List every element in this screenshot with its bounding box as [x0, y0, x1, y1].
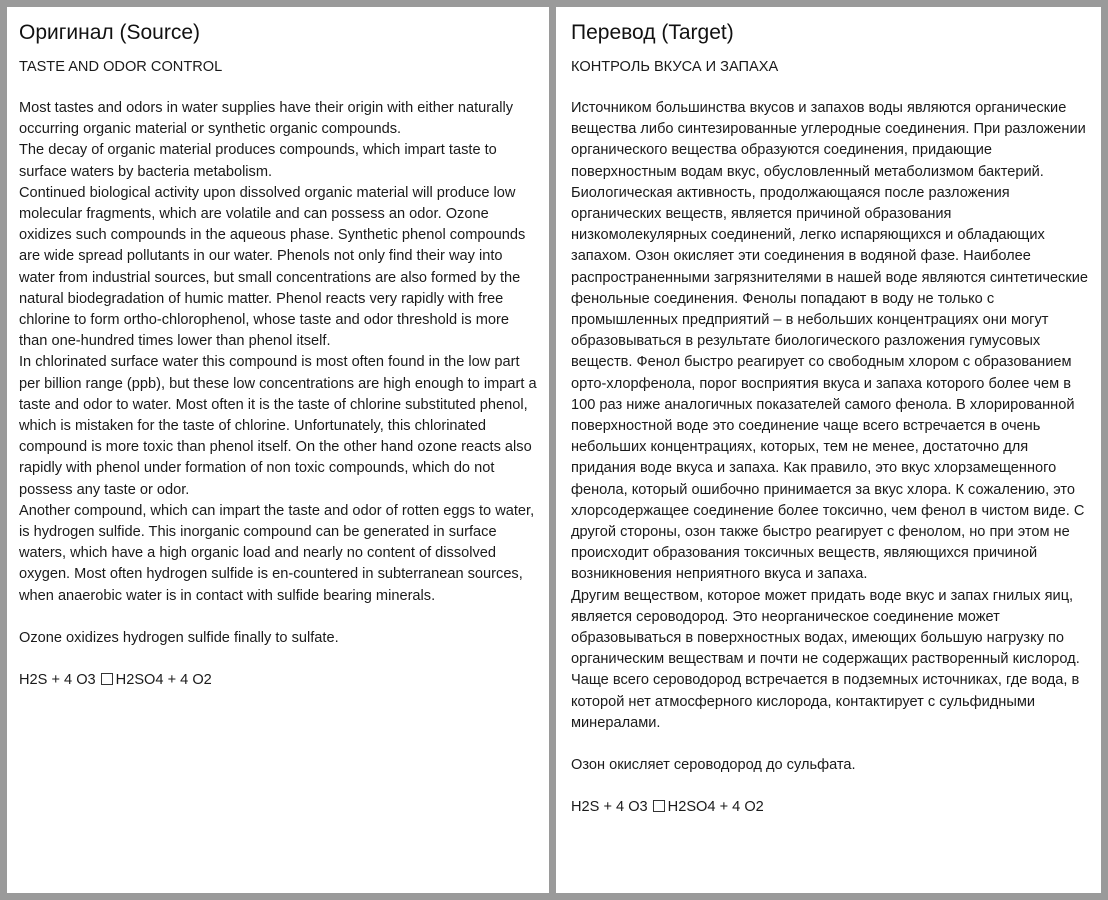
spacer — [571, 734, 1091, 755]
source-paragraph: Most tastes and odors in water supplies have their origin with either naturally occurring organic material or synthetic organic compounds. — [19, 100, 514, 138]
source-heading: TASTE AND ODOR CONTROL — [19, 59, 223, 75]
source-paragraph: Another compound, which can impart the taste and odor of rotten eggs to water, is hydrogen sulfide. This inorganic compound can be generated in surface waters, which have a high organic load and nearly no content of dissolved oxygen. Most often hydrogen sulfide is en-countered in subterranean sources, when anaerobic water is in contact with sulfide bearing minerals. — [19, 502, 535, 604]
source-paragraph: In chlorinated surface water this compound is most often found in the low part per billion range (ppb), but these low concentrations are high enough to impart a taste and odor to water. Most often it is the taste of chlorine substituted phenol, which is mistaken for the taste of chlorine. Unfortunately, this chlorinated compound is more toxic than phenol itself. On the other hand ozone reacts also rapidly with phenol under formation of non toxic compounds, which do not possess any taste or odor. — [19, 354, 537, 498]
missing-glyph-icon — [101, 673, 113, 685]
target-panel-title: Перевод (Target) — [571, 21, 734, 44]
source-equation — [19, 670, 539, 691]
equation-products: H2SO4 + 4 O2 — [115, 672, 212, 689]
missing-glyph-icon — [653, 800, 665, 812]
source-paragraph: Continued biological activity upon dissolved organic material will produce low molecular fragments, which are volatile and can possess an odor. Ozone oxidizes such compounds in the aqueous phase. Synthetic phenol compounds are wide spread pollutants in our water. Phenols not only find their way into water from industrial sources, but small concentrations are also formed by the natural biodegradation of humic matter. Phenol reacts very rapidly with free chlorine to form ortho-chlorophenol, whose taste and odor threshold is more than one-hundred times lower than phenol itself. — [19, 184, 526, 350]
spacer — [571, 776, 1091, 797]
source-panel — [7, 7, 549, 893]
spacer — [19, 607, 539, 628]
source-closing: Ozone oxidizes hydrogen sulfide finally to sulfate. — [19, 629, 339, 646]
target-equation — [571, 797, 1091, 818]
target-paragraph: Биологическая активность, продолжающаяся после разложения органических веществ, является причиной образования низкомолекулярных соединений, легко испаряющихся и обладающих запахом. Озон окисляет эти соединения в водяной фазе. Наиболее распространенными загрязнителями в нашей воде являются синтетические фенольные соединения. Фенолы попадают в воду не только с промышленных предприятий – в небольших концентрациях они могут образовываться в результате биологического разложения гумусовых веществ. Фенол быстро реагирует со свободным хлором с образованием орто-хлорфенола, порог восприятия вкуса и запаха которого более чем в 100 раз ниже аналогичных показателей самого фенола. В хлорированной поверхностной воде это соединение чаще всего встречается в очень небольших концентрациях, которых, тем не менее, достаточно для придания воде вкуса и запаха. Как правило, это вкус хлорзамещенного фенола, который ошибочно принимается за вкус хлора. К сожалению, это хлорсодержащее соединение более токсично, чем фенол в чистом виде. С другой стороны, озон также быстро реагирует с фенолом, но при этом не происходит образования токсичных веществ, являющихся причиной возникновения неприятного вкуса и запаха. — [571, 184, 1088, 583]
target-paragraph: Другим веществом, которое может придать воде вкус и запах гнилых яиц, является сероводород. Это неорганическое соединение может образовываться в поверхностных водах, имеющих большую нагрузку по органическим веществам и почти не содержащих растворенный кислород. Чаще всего сероводород встречается в подземных источниках, где вода, в которой нет атмосферного кислорода, контактирует с сульфидными минералами. — [571, 587, 1080, 731]
equation-reactants: H2S + 4 O3 — [19, 672, 96, 689]
spacer — [19, 649, 539, 670]
equation-reactants: H2S + 4 O3 — [571, 799, 648, 816]
target-heading: КОНТРОЛЬ ВКУСА И ЗАПАХА — [571, 59, 779, 75]
source-panel-title: Оригинал (Source) — [19, 21, 201, 44]
target-paragraph: Источником большинства вкусов и запахов воды являются органические вещества либо синтезированные углеродные соединения. При разложении органического вещества образуются соединения, придающие поверхностным водам вкус, обусловленный метаболизмом бактерий. — [571, 100, 1086, 180]
source-paragraph: The decay of organic material produces compounds, which impart taste to surface waters by bacteria metabolism. — [19, 142, 497, 180]
target-panel — [556, 7, 1101, 893]
target-closing: Озон окисляет сероводород до сульфата. — [571, 757, 856, 774]
equation-products: H2SO4 + 4 O2 — [667, 799, 764, 816]
